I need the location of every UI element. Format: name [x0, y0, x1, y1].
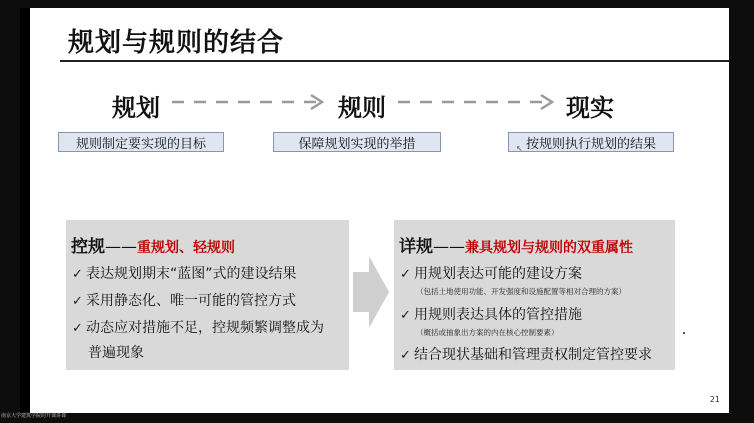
panel-heading — [71, 232, 235, 257]
check-icon: ✓ — [72, 294, 83, 309]
label-box-measures: 保障规划实现的举措 — [273, 132, 441, 152]
list-item — [400, 344, 652, 364]
list-item-note: （概括或抽象出方案的内在核心控制要素） — [416, 328, 559, 337]
stray-dot — [683, 332, 685, 334]
slide — [20, 8, 729, 413]
list-item — [72, 263, 297, 283]
list-item-text: 动态应对措施不足，控规频繁调整成为 — [86, 320, 324, 336]
panel-heading-key: 详规 — [399, 237, 433, 257]
list-item — [400, 263, 582, 283]
panel-heading-highlight: 重规划、轻规则 — [137, 240, 235, 256]
list-item — [72, 290, 296, 310]
list-item-continuation: 普遍现象 — [88, 345, 144, 361]
title-divider — [60, 60, 729, 62]
panel-heading — [399, 232, 633, 257]
check-icon: ✓ — [400, 267, 411, 282]
transition-arrow-icon — [353, 256, 389, 328]
list-item-text: 结合现状基础和管理责权制定管控要求 — [414, 347, 652, 363]
page-number: 21 — [709, 395, 720, 404]
dashed-arrow-2 — [396, 92, 560, 112]
mouse-cursor-icon: ↖ — [516, 144, 523, 153]
slide-title: 规划与规则的结合 — [68, 28, 285, 58]
panel-heading-dash: —— — [433, 237, 465, 256]
slide-left-bar — [20, 8, 30, 413]
panel-kongui — [66, 220, 349, 370]
panel-xianggui — [394, 220, 675, 370]
label-box-result: 按规则执行规划的结果 — [508, 132, 674, 152]
panel-heading-dash: —— — [105, 237, 137, 256]
list-item-text: 用规则表达具体的管控措施 — [414, 307, 582, 323]
check-icon: ✓ — [400, 348, 411, 363]
watermark-text: 南京大学建筑学院的开课讲课 — [1, 413, 67, 419]
list-item — [400, 304, 582, 324]
panel-heading-key: 控规 — [71, 237, 105, 257]
label-box-goal: 规则制定要实现的目标 — [58, 132, 224, 152]
list-item — [72, 317, 324, 337]
list-item-note: （包括土地使用功能、开发强度和设施配置等相对合理的方案） — [416, 287, 626, 296]
flow-word-reality: 现实 — [566, 94, 614, 122]
check-icon: ✓ — [400, 308, 411, 323]
list-item-text: 用规划表达可能的建设方案 — [414, 266, 582, 282]
dashed-arrow-1 — [170, 92, 330, 112]
check-icon: ✓ — [72, 267, 83, 282]
list-item-text: 采用静态化、唯一可能的管控方式 — [86, 293, 296, 309]
flow-word-planning: 规划 — [112, 94, 160, 122]
panel-heading-highlight: 兼具规划与规则的双重属性 — [465, 240, 633, 256]
check-icon: ✓ — [72, 321, 83, 336]
flow-word-rules: 规则 — [338, 94, 386, 122]
list-item-text: 表达规划期末“蓝图”式的建设结果 — [86, 266, 297, 282]
